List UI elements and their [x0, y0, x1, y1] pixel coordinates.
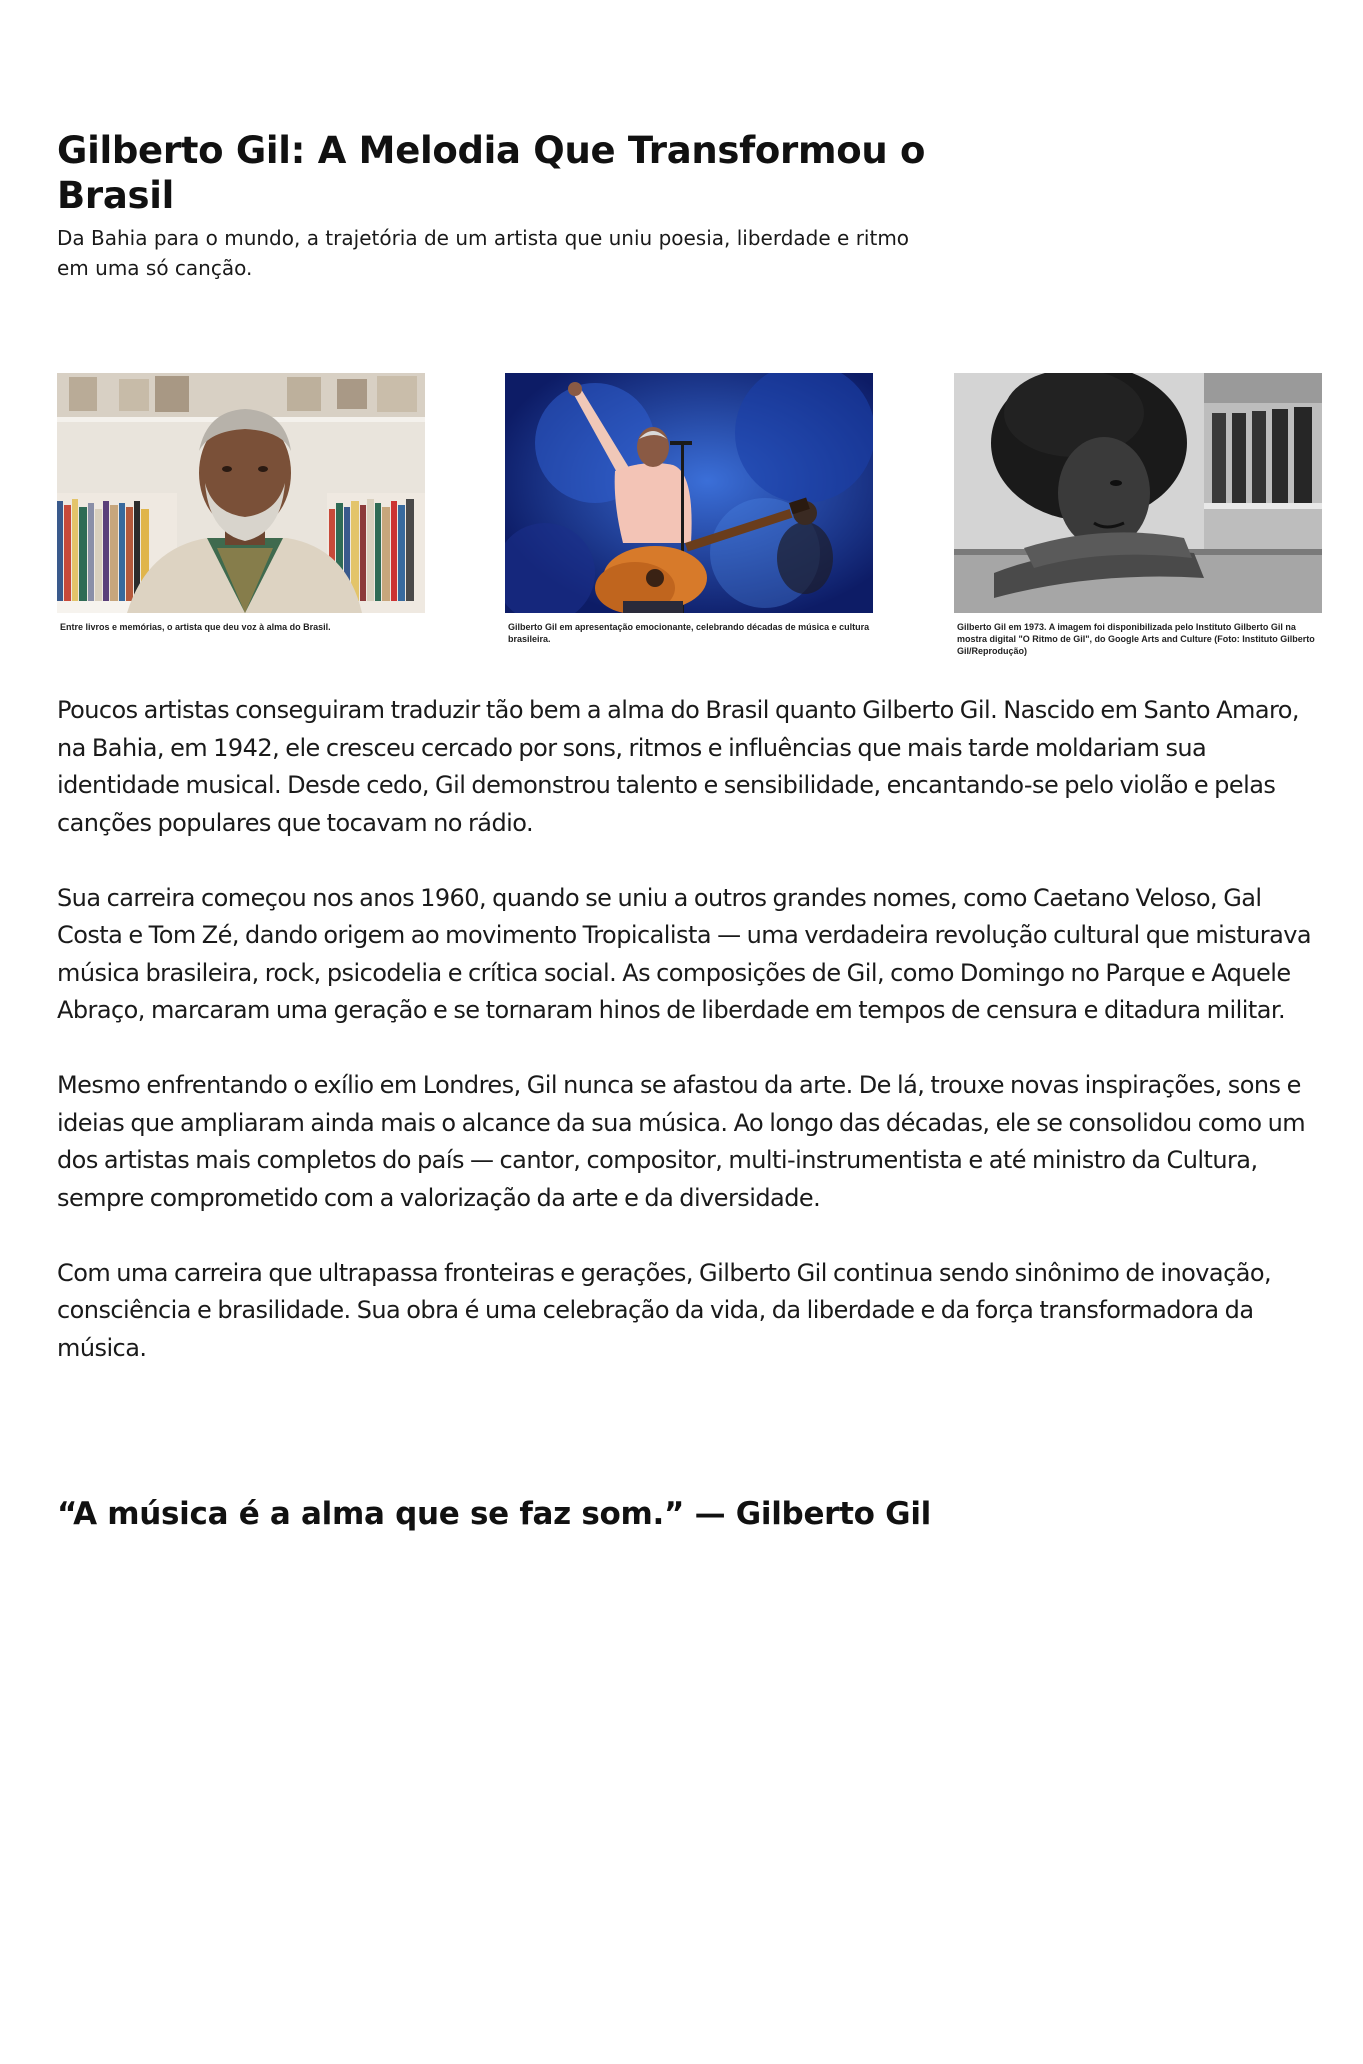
photo-caption: Gilberto Gil em apresentação emocionante, celebrando décadas de música e cultura brasileira.	[508, 622, 870, 644]
pull-quote: “A música é a alma que se faz som.” — Gilberto Gil	[57, 1496, 931, 1532]
photo-card-concert	[505, 373, 873, 645]
photo-card-portrait	[57, 373, 425, 633]
photo-gallery	[57, 373, 1323, 663]
photo-portrait-bookshelf	[57, 373, 425, 613]
article-subtitle: Da Bahia para o mundo, a trajetória de um artista que uniu poesia, liberdade e ritmo em uma só canção.	[57, 226, 910, 280]
article-body	[57, 692, 1323, 1405]
article	[57, 128, 1323, 1532]
article-paragraph: Com uma carreira que ultrapassa fronteiras e gerações, Gilberto Gil continua sendo sinônimo de inovação, consciência e brasilidade. Sua obra é uma celebração da vida, da liberdade e da força transformadora da música.	[57, 1258, 1272, 1362]
article-paragraph: Mesmo enfrentando o exílio em Londres, Gil nunca se afastou da arte. De lá, trouxe novas inspirações, sons e ideias que ampliaram ainda mais o alcance da sua música. Ao longo das décadas, ele se consolidou como um dos artistas mais completos do país — cantor, compositor, multi-instrumentista e até ministro da Cultura, sempre comprometido com a valorização da arte e da diversidade.	[57, 1071, 1306, 1212]
photo-concert-stage	[505, 373, 873, 613]
photo-black-white-1973	[954, 373, 1322, 613]
article-paragraph: Sua carreira começou nos anos 1960, quando se uniu a outros grandes nomes, como Caetano Veloso, Gal Costa e Tom Zé, dando origem ao movimento Tropicalista — uma verdadeira revolução cultural que misturava música brasileira, rock, psicodelia e crítica social. As composições de Gil, como Domingo no Parque e Aquele Abraço, marcaram uma geração e se tornaram hinos de liberdade em tempos de censura e ditadura militar.	[57, 883, 1312, 1024]
photo-caption: Gilberto Gil em 1973. A imagem foi disponibilizada pelo Instituto Gilberto Gil na mostra digital "O Ritmo de Gil", do Google Arts and Culture (Foto: Instituto Gilberto Gil/Reprodução)	[957, 622, 1315, 656]
article-paragraph: Poucos artistas conseguiram traduzir tão bem a alma do Brasil quanto Gilberto Gil. Nascido em Santo Amaro, na Bahia, em 1942, ele cresceu cercado por sons, ritmos e influências que mais tarde moldariam sua identidade musical. Desde cedo, Gil demonstrou talento e sensibilidade, encantando-se pelo violão e pelas canções populares que tocavam no rádio.	[57, 696, 1299, 837]
photo-caption: Entre livros e memórias, o artista que deu voz à alma do Brasil.	[60, 622, 331, 632]
article-title: Gilberto Gil: A Melodia Que Transformou o Brasil	[57, 129, 926, 217]
photo-card-1973	[954, 373, 1322, 657]
